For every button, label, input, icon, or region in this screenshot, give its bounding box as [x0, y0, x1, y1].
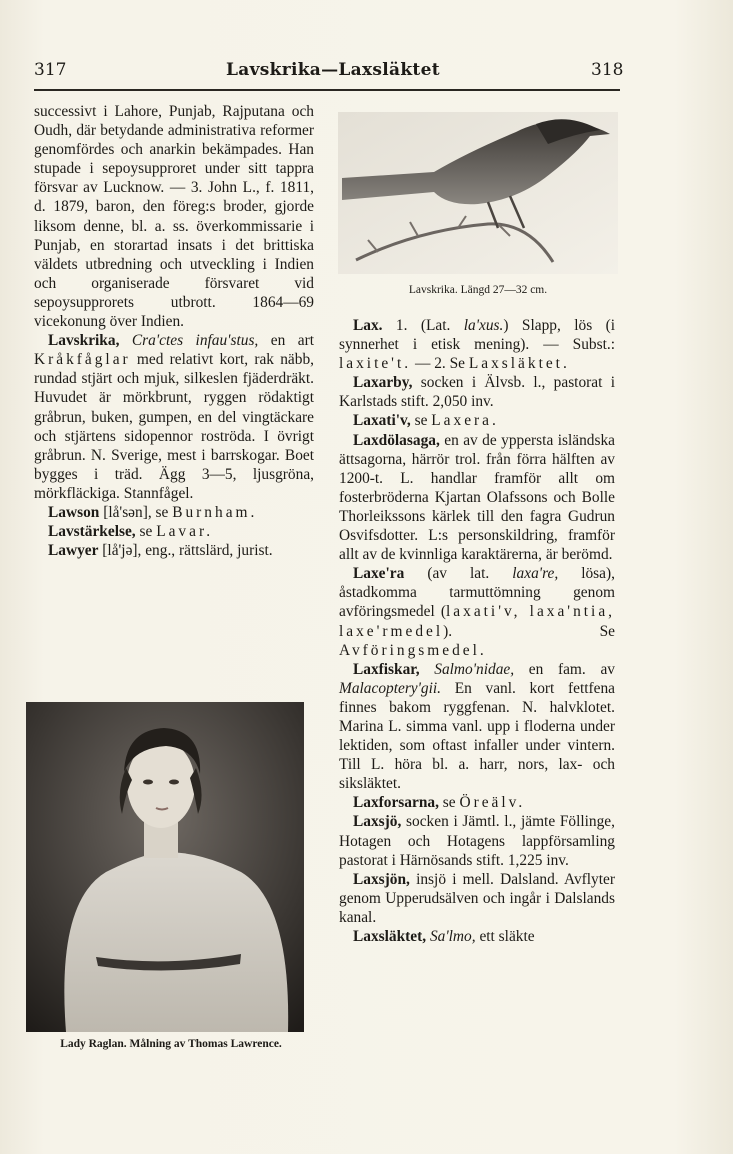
- entry-laxera: [339, 564, 615, 659]
- entry-head: Lavstärkelse,: [48, 523, 136, 541]
- entry-text: med relativt kort, rak näbb, rundad stjärt och mjuk, silkeslen fjäderdräkt. Huvudet är mörkbrunt, ryggen rödaktigt gråbrun, buken, gumpen, en del vingtäckare och stjärtens sidopennor roströda. I övrigt gråbrun. N. Sverige, mest i barrskogar. Boet bygges i träd. Ägg 3—5, ljusgröna, mörkfläckiga. Stannfågel.: [34, 351, 314, 502]
- entry-laxativ: [339, 411, 615, 430]
- entry-text: socken i Jämtl. l., jämte Föllinge, Hotagen och Hotagens lappförsamling pastorat i Härnösands stift. 1,225 inv.: [339, 813, 615, 869]
- bird-illustration: [338, 112, 618, 274]
- header-rule: [34, 89, 620, 91]
- entry-text: en fam. av: [528, 660, 615, 678]
- entry-head: Lawson: [48, 503, 100, 521]
- entry-head: Laxdölasaga,: [353, 431, 440, 449]
- latin-name: Cra'ctes infau'stus,: [131, 332, 259, 350]
- latin-name: Salmo'nidae,: [434, 660, 515, 678]
- entry-text: lösa), åstadkomma tarmuttömning genom avföringsmedel (: [339, 565, 615, 621]
- entry-head: Laxe'ra: [353, 565, 405, 583]
- entry-text: en av de yppersta isländska ättsagorna, härrör trol. från förra hälften av 1200-t. L. handlar framför allt om fosterbröderna Kjartan Olafssons och Bolle Thorleikssons kärlek till den fagra Gudrun Osvifsdotter. L:s personskildring, framför allt av de kvinnliga karaktärerna, är berömd.: [339, 431, 615, 564]
- entry-head: Laxarby,: [353, 374, 413, 392]
- continuation-text: successivt i Lahore, Punjab, Rajputana och Oudh, där betydande administrativa reformer genomfördes och anarkin bekämpades. Han stupade i sepoysupproret under sitt tappra försvar av Lucknow. — 3. John L., f. 1811, d. 1879, baron, den föreg:s broder, gjorde liksom denne, bl. a. ss. överkommissarie i Punjab, en storartad insats i det brittiska väldets utbredning och utveckling i Indien och organiserade försvaret vid sepoysupprorets utbrott. 1864—69 vicekonung över Indien.: [34, 103, 314, 331]
- entry-text: En vanl. kort fettfena finnes bakom ryggfenan. N. halvklotet. Marina L. simma vanl. upp i floderna under lektiden, som oftast infaller under vintern. Till L. höra bl. a. harr, nors, lax- och siksläktet.: [339, 679, 615, 793]
- right-column: [339, 316, 615, 946]
- bird-caption: Lavskrika. Längd 27—32 cm.: [408, 284, 548, 296]
- entry-laxslaktet: [339, 927, 615, 946]
- entry-lavskrika: [34, 331, 314, 503]
- page-number-right: 318: [591, 60, 624, 80]
- entry-laxfiskar: [339, 660, 615, 794]
- entry-head: Lavskrika,: [48, 332, 120, 350]
- latin-name: laxa're,: [512, 565, 559, 583]
- entry-head: Lax.: [353, 317, 383, 334]
- entry-text: se: [414, 412, 428, 430]
- cross-reference: Kråkfåglar: [34, 351, 131, 369]
- entry-head: Laxsjö,: [353, 813, 402, 831]
- entry-text: [lå'sən], se: [103, 503, 169, 521]
- entry-head: Laxati'v,: [353, 412, 411, 430]
- running-title: Lavskrika—Laxsläktet: [226, 60, 440, 80]
- cross-reference: Avföringsmedel.: [339, 641, 487, 659]
- entry-text: ) Slapp, lös (i synnerhet i etisk mening). — Subst.:: [339, 317, 615, 354]
- spaced-term: laxite't.: [339, 355, 412, 373]
- entry-text: [lå'jə], eng., rättslärd, jurist.: [102, 542, 273, 560]
- cross-reference: Lavar.: [156, 523, 214, 541]
- entry-text: ). Se: [443, 622, 615, 640]
- entry-head: Laxfiskar,: [353, 660, 420, 678]
- cross-reference: Laxsläktet.: [468, 355, 570, 373]
- entry-text: insjö i mell. Dalsland. Avflyter genom Upperudsälven och ingår i Dalslands kanal.: [339, 870, 615, 926]
- cross-reference: Öreälv.: [459, 794, 526, 812]
- entry-text: 1. (Lat.: [395, 317, 451, 334]
- entry-head: Laxforsarna,: [353, 794, 439, 812]
- entry-laxsjo: [339, 812, 615, 869]
- portrait-illustration: [26, 702, 304, 1032]
- cross-reference: Burnham.: [172, 503, 258, 521]
- entry-text: se: [139, 523, 153, 541]
- entry-text: socken i Älvsb. l., pastorat i Karlstads stift. 2,050 inv.: [339, 374, 615, 411]
- entry-text: se: [442, 794, 456, 812]
- entry-lawson: [34, 503, 314, 522]
- entry-laxsjon: [339, 870, 615, 927]
- entry-laxforsarna: [339, 793, 615, 812]
- entry-text: (av lat.: [427, 565, 490, 583]
- entry-text: en art: [270, 332, 314, 350]
- latin-name: Malacoptery'gii.: [339, 679, 442, 697]
- entry-lax: [339, 316, 615, 373]
- page-number-left: 317: [34, 60, 67, 80]
- entry-lawyer: [34, 541, 314, 560]
- entry-lavstarkelse: [34, 522, 314, 541]
- entry-laxarby: [339, 373, 615, 411]
- spaced-term: laxati'v, laxa'ntia, laxe'rmedel: [339, 603, 615, 640]
- latin-name: Sa'lmo,: [429, 928, 476, 945]
- cross-reference: Laxera.: [431, 412, 499, 430]
- entry-head: Lawyer: [48, 542, 99, 560]
- entry-laxdolasaga: [339, 431, 615, 565]
- portrait-caption: Lady Raglan. Målning av Thomas Lawrence.: [60, 1038, 282, 1050]
- entry-text: — 2. Se: [414, 355, 465, 373]
- left-column: [34, 102, 314, 560]
- entry-head: Laxsjön,: [353, 870, 410, 888]
- entry-head: Laxsläktet,: [353, 928, 427, 945]
- entry-text: ett släkte: [479, 928, 535, 945]
- latin-name: la'xus.: [463, 317, 504, 334]
